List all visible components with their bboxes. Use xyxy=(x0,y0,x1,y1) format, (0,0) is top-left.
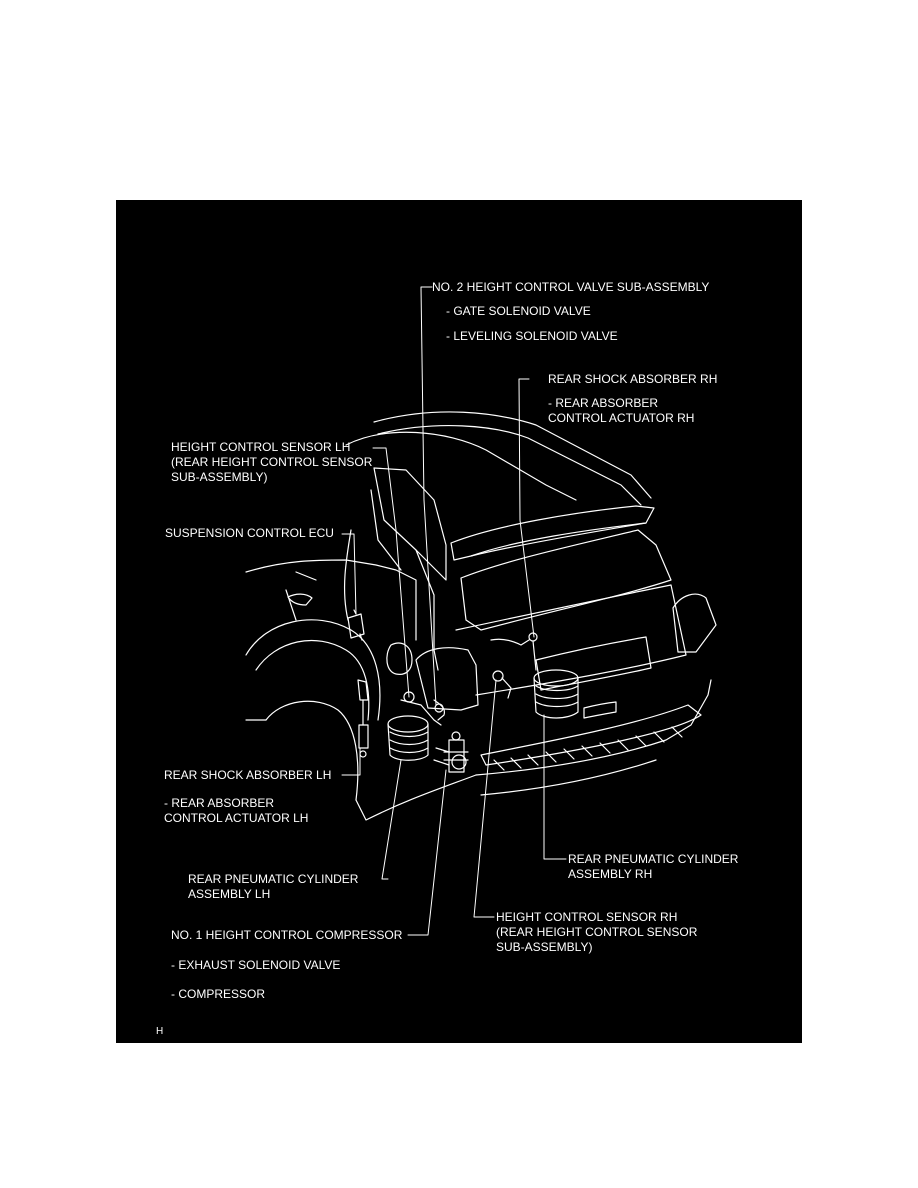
handle xyxy=(584,702,616,718)
body-lower xyxy=(356,775,476,820)
label-no2-height-control-valve: NO. 2 HEIGHT CONTROL VALVE SUB-ASSEMBLY xyxy=(432,280,710,294)
label-gate-solenoid-valve: - GATE SOLENOID VALVE xyxy=(446,304,591,318)
leader-height-sensor-rh xyxy=(474,680,496,917)
leader-pneumatic-lh xyxy=(382,760,401,879)
wheel-arch xyxy=(256,640,369,720)
door-handle xyxy=(288,594,312,605)
pneumatic-cylinder-rh-shape xyxy=(534,670,578,718)
body-side xyxy=(246,560,416,640)
leader-lines xyxy=(342,287,566,935)
roof-line xyxy=(346,432,576,500)
tail-lamp-lh xyxy=(416,648,478,710)
label-suspension-control-ecu: SUSPENSION CONTROL ECU xyxy=(165,526,334,540)
label-compressor: - COMPRESSOR xyxy=(171,987,266,1001)
leader-rear-shock-rh xyxy=(519,379,534,637)
label-height-control-sensor-lh: HEIGHT CONTROL SENSOR LH (REAR HEIGHT CONTROL SENSOR SUB-ASSEMBLY) xyxy=(171,440,373,484)
diagram-panel xyxy=(116,200,802,1043)
pneumatic-cylinder-lh-shape xyxy=(388,716,428,760)
label-height-control-sensor-rh: HEIGHT CONTROL SENSOR RH (REAR HEIGHT CONTROL SENSOR SUB-ASSEMBLY) xyxy=(496,910,698,954)
ecu-shape xyxy=(348,610,364,640)
shock-absorber-lh-shape xyxy=(358,680,368,757)
label-rear-absorber-actuator-lh: - REAR ABSORBER CONTROL ACTUATOR LH xyxy=(164,796,309,825)
label-rear-shock-absorber-rh: REAR SHOCK ABSORBER RH xyxy=(548,372,718,386)
shock-absorber-rh-shape xyxy=(491,633,537,670)
rear-spoiler xyxy=(471,523,646,556)
label-rear-pneumatic-cylinder-rh: REAR PNEUMATIC CYLINDER ASSEMBLY RH xyxy=(568,852,739,881)
figure-mark: H xyxy=(156,1026,164,1037)
vehicle-illustration xyxy=(116,200,802,1043)
tire xyxy=(266,701,358,800)
label-no1-height-control-compressor: NO. 1 HEIGHT CONTROL COMPRESSOR xyxy=(171,928,403,942)
label-rear-shock-absorber-lh: REAR SHOCK ABSORBER LH xyxy=(164,768,332,782)
side-window xyxy=(374,468,446,580)
label-exhaust-solenoid-valve: - EXHAUST SOLENOID VALVE xyxy=(171,958,341,972)
rear-window xyxy=(461,530,671,630)
quarter-panel xyxy=(345,530,351,620)
leader-compressor xyxy=(408,770,446,935)
label-leveling-solenoid-valve: - LEVELING SOLENOID VALVE xyxy=(446,329,618,343)
lower-valance xyxy=(481,760,656,795)
label-rear-absorber-actuator-rh: - REAR ABSORBER CONTROL ACTUATOR RH xyxy=(548,396,695,425)
label-rear-pneumatic-cylinder-lh: REAR PNEUMATIC CYLINDER ASSEMBLY LH xyxy=(188,872,359,901)
compressor-shape xyxy=(434,732,468,772)
roof-rail xyxy=(378,426,641,505)
leader-height-sensor-lh xyxy=(373,448,409,697)
rear-bumper xyxy=(481,705,701,765)
fuel-door xyxy=(387,643,412,674)
